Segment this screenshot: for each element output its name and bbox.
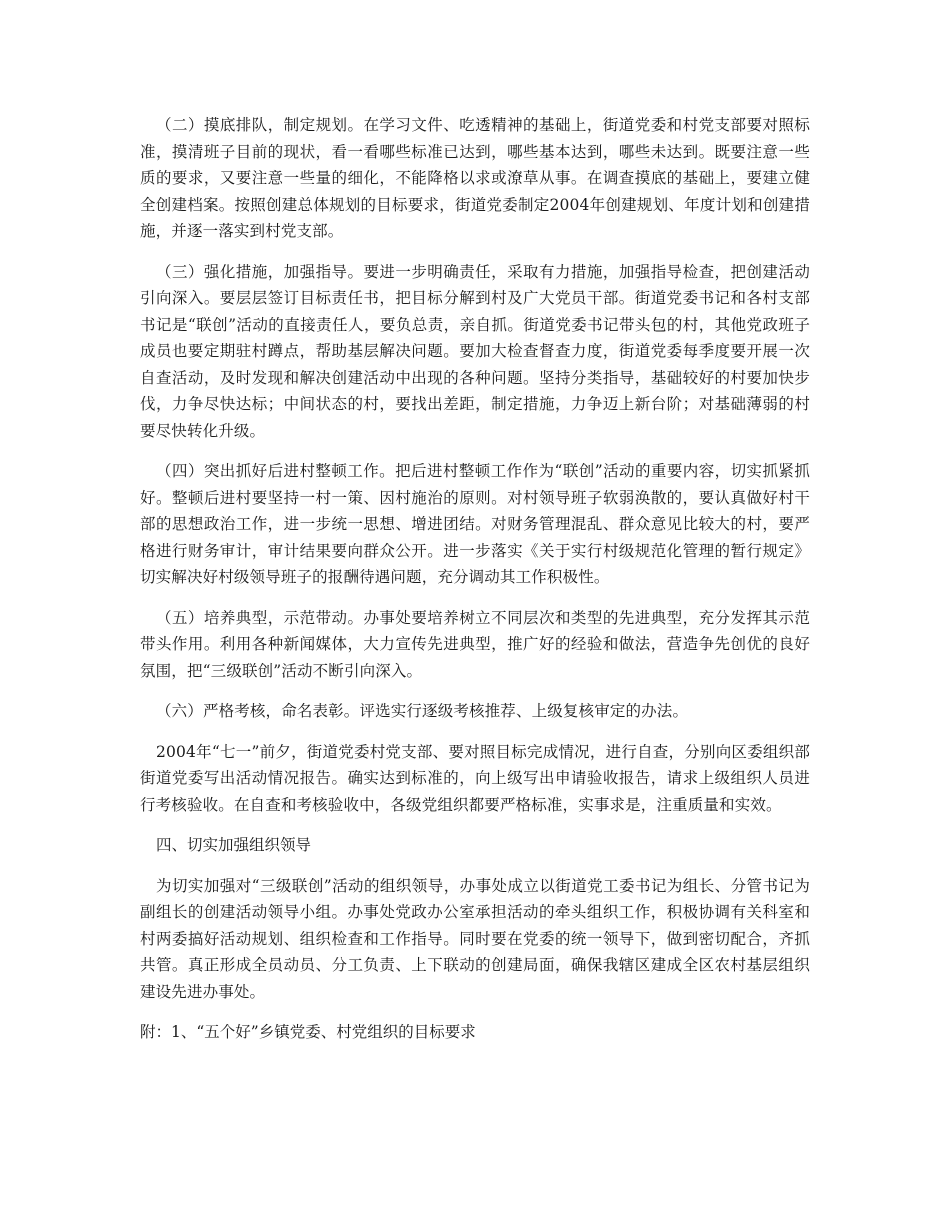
paragraph-assessment: （六）严格考核，命名表彰。评选实行逐级考核推荐、上级复核审定的办法。 — [156, 702, 689, 720]
paragraph-self-check: 2004年“七一”前夕，街道党委村党支部、要对照目标完成情况，进行自查，分别向区委组织部街道党委写出活动情况报告。确实达到标准的，向上级写出申请验收报告，请求上级组织人员进行考核验收。在自查和考核验收中，各级党组织都要严格标准，实事求是，注重质量和实效。 — [140, 742, 810, 814]
paragraph-leadership: 为切实加强对“三级联创”活动的组织领导，办事处成立以街道党工委书记为组长、分管书记为副组长的创建活动领导小组。办事处党政办公室承担活动的牵头组织工作，积极协调有关科室和村两委搞好活动规划、组织检查和工作指导。同时要在党委的统一领导下，做到密切配合，齐抓共管。真正形成全员动员、分工负责、上下联动的创建局面，确保我辖区建成全区农村基层组织建设先进办事处。 — [140, 876, 810, 1001]
paragraph-models: （五）培养典型，示范带动。办事处要培养树立不同层次和类型的先进典型，充分发挥其示范带头作用。利用各种新闻媒体，大力宣传先进典型，推广好的经验和做法，营造争先创优的良好氛围，把“三级联创”活动不断引向深入。 — [140, 608, 810, 680]
document-body — [140, 112, 810, 1046]
section-heading-leadership: 四、切实加强组织领导 — [156, 836, 312, 854]
paragraph-measures: （三）强化措施，加强指导。要进一步明确责任，采取有力措施，加强指导检查，把创建活动引向深入。要层层签订目标责任书，把目标分解到村及广大党员干部。街道党委书记和各村支部书记是“联创”活动的直接责任人，要负总责，亲自抓。街道党委书记带头包的村，其他党政班子成员也要定期驻村蹲点，帮助基层解决问题。要加大检查督查力度，街道党委每季度要开展一次自查活动，及时发现和解决创建活动中出现的各种问题。坚持分类指导，基础较好的村要加快步伐，力争尽快达标；中间状态的村，要找出差距，制定措施，力争迈上新台阶；对基础薄弱的村要尽快转化升级。 — [140, 262, 810, 440]
paragraph-rectification: （四）突出抓好后进村整顿工作。把后进村整顿工作作为“联创”活动的重要内容，切实抓紧抓好。整顿后进村要坚持一村一策、因村施治的原则。对村领导班子软弱涣散的，要认真做好村干部的思想政治工作，进一步统一思想、增进团结。对财务管理混乱、群众意见比较大的村，要严格进行财务审计，审计结果要向群众公开。进一步落实《关于实行村级规范化管理的暂行规定》切实解决好村级领导班子的报酬待遇问题，充分调动其工作积极性。 — [140, 462, 810, 586]
appendix-line: 附：1、“五个好”乡镇党委、村党组织的目标要求 — [140, 1023, 476, 1041]
paragraph-planning: （二）摸底排队，制定规划。在学习文件、吃透精神的基础上，街道党委和村党支部要对照标准，摸清班子目前的现状，看一看哪些标准已达到，哪些基本达到，哪些未达到。既要注意一些质的要求，又要注意一些量的细化，不能降格以求或潦草从事。在调查摸底的基础上，要建立健全创建档案。按照创建总体规划的目标要求，街道党委制定2004年创建规划、年度计划和创建措施，并逐一落实到村党支部。 — [140, 116, 810, 240]
